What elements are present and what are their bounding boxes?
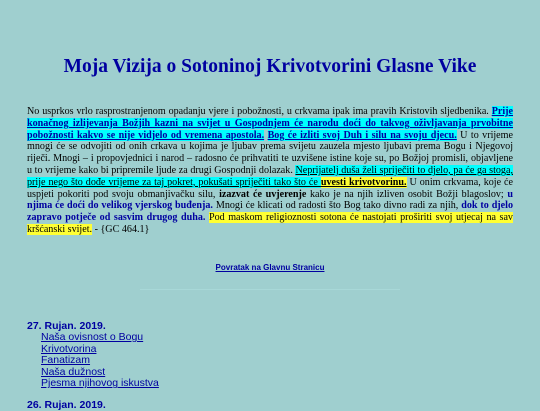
archive-link-list: [41, 332, 159, 390]
text-segment: U onim crkvama, koje će uspjeti pokoriti pod svoju obmanjivačku silu,: [27, 176, 514, 200]
return-home-link[interactable]: Povratak na Glavnu Stranicu: [215, 263, 325, 272]
text-segment: U to vrijeme mnogi će se odvojiti od onih crkava u kojima je ljubav prema svijetu zauzela mjesto ljubavi prema Bogu i Njegovoj riječi. Mnogi – i propovjednici i narod – radosno će prihvatiti te uzvišene istine koje su, po Božjoj promisli, objavljene u to vrijeme kako bi pripremile ljude za drugi Gospodnji dolazak.: [27, 129, 513, 176]
bold-revival: u njima će doći do velikog vjerskog buđenja.: [27, 188, 513, 212]
bold-other-spirit: dok to djelo zapravo potječe od sasvim drugog duha.: [27, 200, 513, 224]
archive-link[interactable]: Naša dužnost: [41, 365, 106, 378]
highlighted-counterfeit: uvesti krivotvorinu.: [320, 176, 407, 188]
article-paragraph: [27, 106, 513, 236]
divider: [140, 289, 400, 290]
highlighted-spirit-statement: Bog će izliti svoj Duh i silu na svoju djecu.: [267, 129, 457, 141]
highlighted-prevent-statement: prije nego što dođe vrijeme za taj pokret, pokušati spriječiti tako što će: [27, 176, 321, 188]
bold-conviction: izazvat će uvjerenje: [219, 188, 307, 200]
citation: - {GC 464.1}: [92, 223, 150, 235]
archive-date-next: 26. Rujan. 2019.: [27, 399, 106, 411]
text-segment: No usprkos vrlo rasprostranjenom opadanju vjere i pobožnosti, u crkvama ipak ima pravih Kristovih sljedbenika.: [27, 106, 492, 117]
text-segment: kako je na njih izliven osobit Božji blagoslov;: [306, 188, 508, 200]
page-title: Moja Vizija o Sotoninoj Krivotvorini Glasne Vike: [63, 56, 477, 77]
highlighted-revival-statement: Prije konačnog izlijevanja Božjih kazni na svijet u Gospodnjem će narodu doći do takvog oživljavanja prvobitne pobožnosti kakvo se nije vidjelo od vremena apostola.: [27, 106, 513, 141]
highlighted-religiosity: Pod maskom religioznosti sotona će nastojati proširiti svoj utjecaj na sav kršćanski svijet.: [27, 212, 513, 235]
archive-link[interactable]: Pjesma njihovog iskustva: [41, 377, 159, 390]
archive-link[interactable]: Krivotvorina: [41, 342, 97, 355]
highlighted-enemy-statement: Neprijatelj duša želi spriječiti to djelo, pa će ga stoga,: [295, 164, 513, 176]
archive-link[interactable]: Fanatizam: [41, 354, 91, 367]
archive-link[interactable]: Naša ovisnost o Bogu: [41, 331, 144, 343]
archive-date: 27. Rujan. 2019.: [27, 320, 106, 332]
text-segment: Mnogi će klicati od radosti što Bog tako divno radi za njih,: [212, 200, 462, 212]
list-item: [41, 378, 159, 390]
